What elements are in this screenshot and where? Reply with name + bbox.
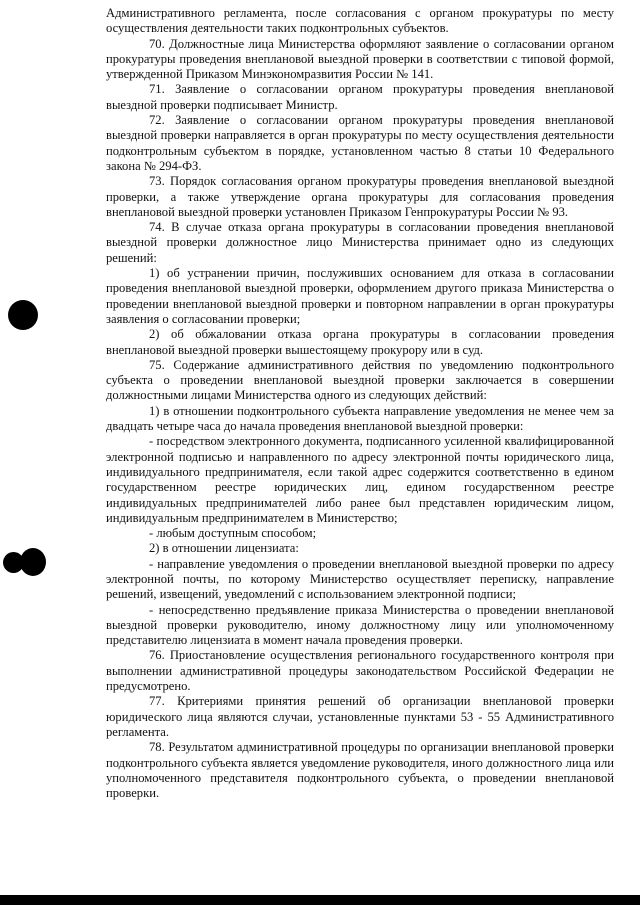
paragraph-71: 71. Заявление о согласовании органом прокуратуры проведения внеплановой выездной проверки подписывает Министр.	[106, 82, 614, 112]
punch-hole-top	[8, 300, 38, 330]
paragraph-74-item-2: 2) об обжаловании отказа органа прокуратуры в согласовании проведения внеплановой выездной проверки вышестоящему прокурору или в суд.	[106, 327, 614, 357]
paragraph-70: 70. Должностные лица Министерства оформляют заявление о согласовании органом прокуратуры проведения внеплановой выездной проверки в соответствии с типовой формой, утвержденной Приказом Минэкономразвития России № 141.	[106, 36, 614, 82]
paragraph-75-item-1: 1) в отношении подконтрольного субъекта направление уведомления не менее чем за двадцать четыре часа до начала проведения внеплановой выездной проверки:	[106, 403, 614, 434]
paragraph-75-item-2-dash-1: - направление уведомления о проведении внеплановой выездной проверки по адресу электронной почты, по которому Министерство осуществляет переписку, направление решений, извещений, уведомлений с использованием электронной подписи;	[106, 556, 614, 602]
paragraph-69-continuation: Административного регламента, после согласования с органом прокуратуры по месту осуществления деятельности таких подконтрольных субъектов.	[106, 6, 614, 36]
document-page	[106, 6, 614, 801]
paragraph-74-item-1: 1) об устранении причин, послуживших основанием для отказа в согласовании проведения внеплановой выездной проверки, оформлением другого приказа Министерства о проведении внеплановой выездной проверки и повторном направлении в орган прокуратуры заявления о согласовании проверки;	[106, 266, 614, 326]
paragraph-75-item-2-dash-2: - непосредственно предъявление приказа Министерства о проведении внеплановой выездной проверки руководителю, иному должностному лицу или уполномоченному представителю лицензиата в момент начала проведения проверки.	[106, 602, 614, 648]
paragraph-73: 73. Порядок согласования органом прокуратуры проведения внеплановой выездной проверки, а также утверждение органа прокуратуры для согласования проведения внеплановой выездной проверки установлен Приказом Генпрокуратуры России № 93.	[106, 174, 614, 219]
punch-hole-bottom-right	[20, 548, 46, 576]
paragraph-78: 78. Результатом административной процедуры по организации внеплановой проверки подконтрольного субъекта является уведомление руководителя, иного должностного лица или уполномоченного представителя подконтрольного субъекта, о проведении внеплановой проверки.	[106, 740, 614, 801]
paragraph-75-item-2: 2) в отношении лицензиата:	[149, 541, 299, 556]
paragraph-75-item-1-dash-2: - любым доступным способом;	[149, 526, 317, 541]
paragraph-75: 75. Содержание административного действия по уведомлению подконтрольного субъекта о проведении внеплановой выездной проверки заключается в совершении должностными лицами Министерства одного из следующих действий:	[106, 357, 614, 403]
scan-bottom-edge	[0, 895, 640, 905]
paragraph-72: 72. Заявление о согласовании органом прокуратуры проведения внеплановой выездной проверки направляется в орган прокуратуры по месту осуществления деятельности подконтрольным субъектом в порядке, установленном частью 8 статьи 10 Федерального закона № 294-ФЗ.	[106, 113, 614, 173]
paragraph-76: 76. Приостановление осуществления регионального государственного контроля при выполнении административной процедуры законодательством Российской Федерации не предусмотрено.	[106, 648, 614, 694]
paragraph-75-item-1-dash-1: - посредством электронного документа, подписанного усиленной квалифицированной электронной подписью и направленного по адресу электронной почты юридического лица, индивидуального предпринимателя, если такой адрес содержится соответственно в едином государственном реестре юридических лиц, едином государственном реестре индивидуальных предпринимателей либо ранее был представлен юридическим лицом, индивидуальным предпринимателем в Министерство;	[106, 434, 614, 525]
paragraph-77: 77. Критериями принятия решений об организации внеплановой проверки юридического лица являются случаи, установленные пунктами 53 - 55 Административного регламента.	[106, 694, 614, 739]
paragraph-74: 74. В случае отказа органа прокуратуры в согласовании проведения внеплановой выездной проверки должностное лицо Министерства принимает одно из следующих решений:	[106, 220, 614, 265]
